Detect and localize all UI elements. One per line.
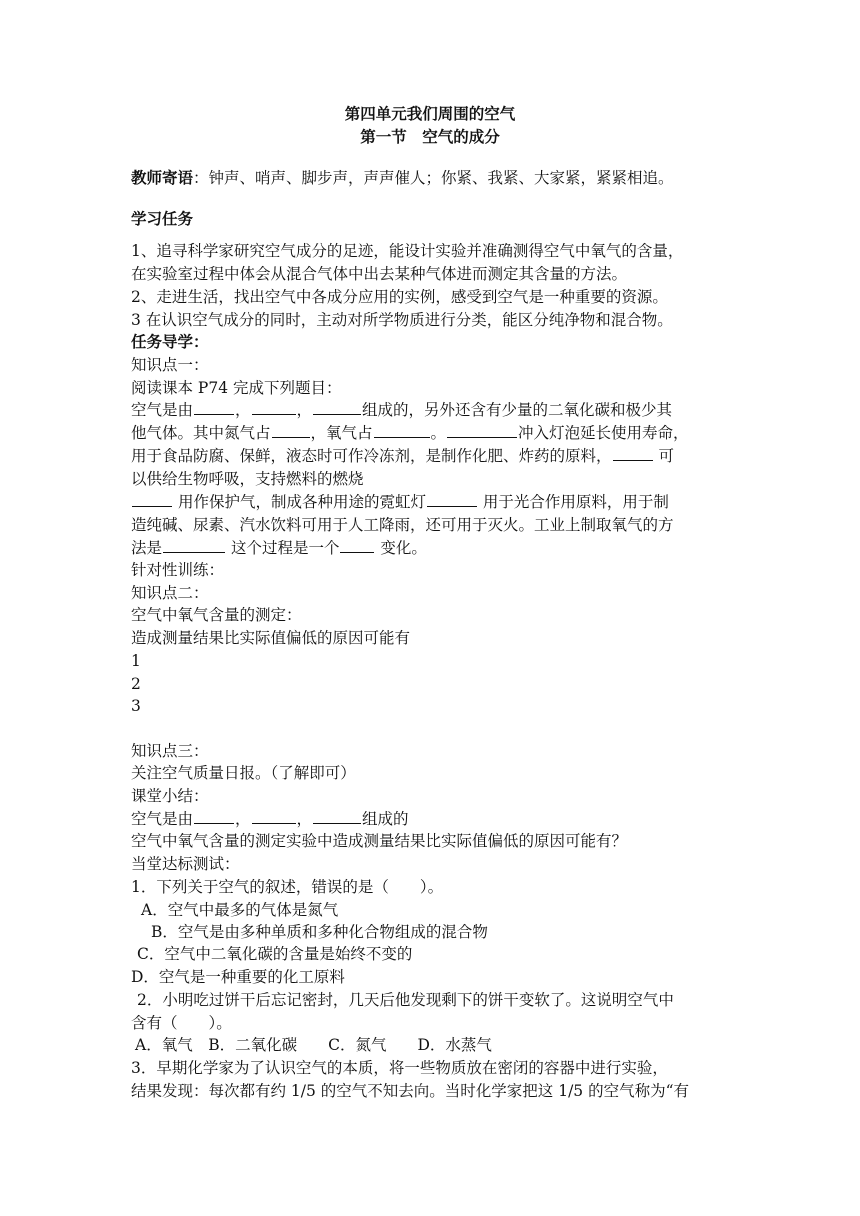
summary-heading: 课堂小结：	[131, 787, 209, 805]
fill-line-3: 用于食品防腐、保鲜，液态时可作冷冻剂，是制作化肥、炸药的原料， 可	[131, 447, 674, 465]
task-heading: 学习任务	[131, 209, 194, 228]
test-heading: 当堂达标测试：	[131, 855, 240, 873]
blank[interactable]	[252, 399, 296, 415]
q1-option-b: B．空气是由多种单质和多种化合物组成的混合物	[151, 923, 488, 941]
blank[interactable]	[447, 422, 517, 438]
kp2-subtitle: 空气中氧气含量的测定：	[131, 606, 302, 624]
list-number-1: 1	[131, 652, 141, 670]
knowledge-point-1: 知识点一：	[131, 356, 209, 374]
blank[interactable]	[252, 808, 296, 824]
fill-line-2: 他气体。其中氮气占 ，氧气占 。 冲入灯泡延长使用寿命，	[131, 424, 689, 442]
list-number-2: 2	[131, 675, 141, 693]
knowledge-point-2: 知识点二：	[131, 584, 209, 602]
kp2-reason: 造成测量结果比实际值偏低的原因可能有	[131, 629, 411, 647]
text-line-6: 造纯碱、尿素、汽水饮料可用于人工降雨，还可用于灭火。工业上制取氧气的方	[131, 516, 674, 534]
q1-option-c: C．空气中二氧化碳的含量是始终不变的	[137, 945, 413, 963]
unit-title: 第四单元我们周围的空气	[344, 104, 516, 123]
blank[interactable]	[313, 399, 361, 415]
blank[interactable]	[132, 491, 172, 507]
question-1: 1．下列关于空气的叙述，错误的是（ ）。	[131, 878, 444, 896]
fill-line-5: 用作保护气，制成各种用途的霓虹灯 用于光合作用原料，用于制	[131, 491, 669, 513]
q2-options: A．氧气 B．二氧化碳 C．氮气 D．水蒸气	[135, 1036, 492, 1054]
question-3a: 3．早期化学家为了认识空气的本质，将一些物质放在密闭的容器中进行实验，	[131, 1059, 668, 1077]
q1-option-d: D．空气是一种重要的化工原料	[131, 968, 345, 986]
blank[interactable]	[613, 445, 653, 461]
knowledge-point-3: 知识点三：	[131, 742, 209, 760]
training-heading: 针对性训练：	[131, 561, 225, 579]
summary-question: 空气中氧气含量的测定实验中造成测量结果比实际值偏低的原因可能有？	[131, 832, 628, 850]
guide-heading: 任务导学：	[131, 332, 209, 351]
read-instruction: 阅读课本 P74 完成下列题目：	[131, 379, 342, 397]
list-number-3: 3	[131, 697, 141, 715]
summary-fill-line: 空气是由 ， ， 组成的	[131, 810, 409, 828]
teacher-message	[131, 167, 674, 189]
teacher-text: ：钟声、哨声、脚步声，声声催人；你紧、我紧、大家紧，紧紧相追。	[193, 169, 674, 187]
fill-line-7: 法是 这个过程是一个 变化。	[131, 539, 427, 557]
blank[interactable]	[427, 491, 477, 507]
task-item-2: 2、走进生活，找出空气中各成分应用的实例，感受到空气是一种重要的资源。	[131, 288, 668, 306]
section-title: 第一节 空气的成分	[360, 127, 500, 146]
blank[interactable]	[194, 399, 234, 415]
fill-line-1: 空气是由 ， ， 组成的，另外还含有少量的二氧化碳和极少其	[131, 401, 673, 419]
question-3b: 结果发现：每次都有约 1/5 的空气不知去向。当时化学家把这 1/5 的空气称为“有	[131, 1082, 690, 1100]
kp3-subtitle: 关注空气质量日报。（了解即可）	[131, 764, 356, 782]
blank[interactable]	[163, 537, 225, 553]
blank[interactable]	[194, 808, 234, 824]
blank[interactable]	[340, 537, 374, 553]
question-2a: 2．小明吃过饼干后忘记密封，几天后他发现剩下的饼干变软了。这说明空气中	[137, 991, 674, 1009]
task-item-1a: 1、追寻科学家研究空气成分的足迹，能设计实验并准确测得空气中氧气的含量，	[131, 242, 684, 260]
blank[interactable]	[313, 808, 361, 824]
question-2b: 含有（ ）。	[131, 1014, 232, 1032]
text-line-4: 以供给生物呼吸，支持燃料的燃烧	[131, 470, 364, 488]
q1-option-a: A．空气中最多的气体是氮气	[141, 901, 339, 919]
teacher-label: 教师寄语	[131, 168, 194, 187]
task-item-3: 3 在认识空气成分的同时，主动对所学物质进行分类，能区分纯净物和混合物。	[131, 311, 673, 329]
blank[interactable]	[374, 422, 430, 438]
task-item-1b: 在实验室过程中体会从混合气体中出去某种气体进而测定其含量的方法。	[131, 265, 628, 283]
blank[interactable]	[272, 422, 310, 438]
